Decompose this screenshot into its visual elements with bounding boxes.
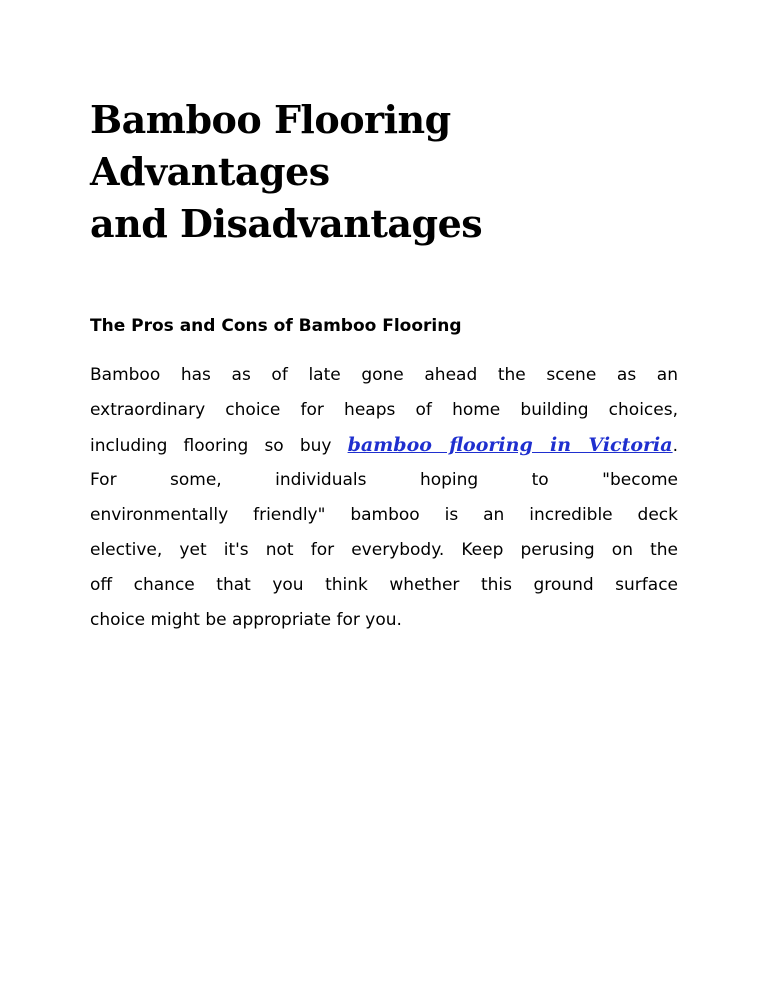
paragraph-line-1: Bamboo has as of late gone ahead the scene as an [90,365,678,385]
paragraph-line-3-text: including flooring so buy [90,436,332,456]
title-line-2: and Disadvantages [90,201,483,246]
body-paragraph [90,358,678,638]
paragraph-line-8: choice might be appropriate for you. [90,610,402,630]
paragraph-line-2: extraordinary choice for heaps of home building choices, [90,400,678,420]
paragraph-line-3 [90,428,678,463]
paragraph-line-6: elective, yet it's not for everybody. Keep perusing on the [90,540,678,560]
paragraph-line-4: For some, individuals hoping to "become [90,470,678,490]
paragraph-line-5: environmentally friendly" bamboo is an incredible deck [90,505,678,525]
section-heading: The Pros and Cons of Bamboo Flooring [90,316,462,336]
title-line-1: Bamboo Flooring Advantages [90,97,451,194]
paragraph-line-7: off chance that you think whether this ground surface [90,575,678,595]
bamboo-flooring-link[interactable]: bamboo flooring in Victoria [347,434,673,456]
page-title [90,94,690,250]
paragraph-line-3-period: . [672,436,678,456]
